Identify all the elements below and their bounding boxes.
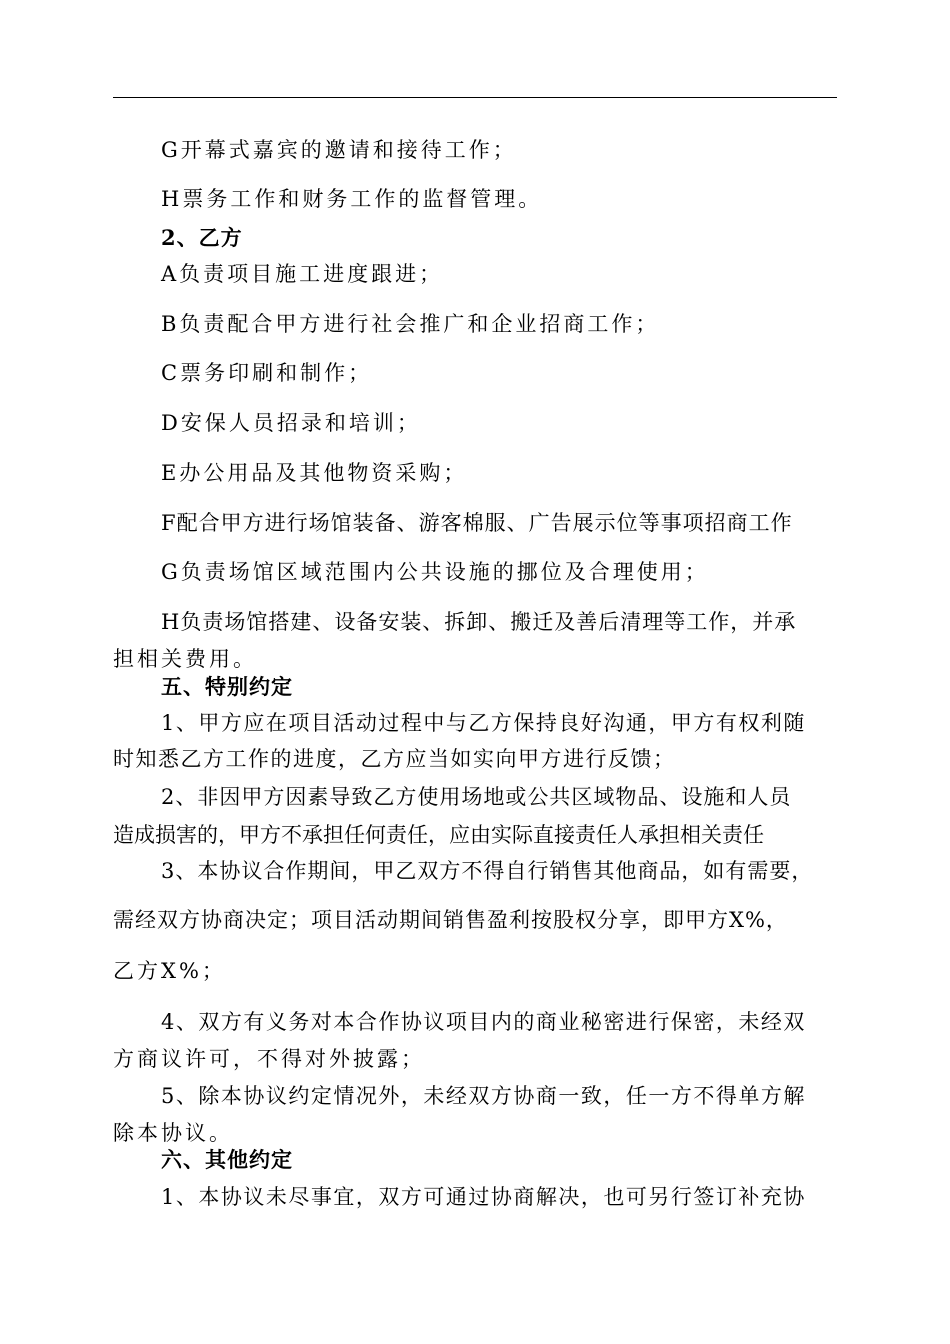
text-line: G负责场馆区域范围内公共设施的挪位及合理使用； [161,560,709,584]
text-line: 方商议许可，不得对外披露； [113,1047,425,1071]
text-line: 乙方X%； [113,959,226,983]
text-line: 3、本协议合作期间，甲乙双方不得自行销售其他商品，如有需要， [161,859,814,883]
text-line: 1、甲方应在项目活动过程中与乙方保持良好沟通，甲方有权利随 [161,711,806,735]
section-heading: 六、其他约定 [161,1147,293,1172]
text-line: H票务工作和财务工作的监督管理。 [161,187,543,211]
text-line: 2、非因甲方因素导致乙方使用场地或公共区域物品、设施和人员 [161,785,792,809]
text-line: 除本协议。 [113,1121,233,1145]
header-rule [113,97,837,98]
text-line: 造成损害的，甲方不承担任何责任，应由实际直接责任人承担相关责任 [113,823,764,847]
text-line: D安保人员招录和培训； [161,411,421,435]
text-line: 4、双方有义务对本合作协议项目内的商业秘密进行保密，未经双 [161,1010,806,1034]
text-line: A负责项目施工进度跟进； [161,262,444,286]
text-line: 担相关费用。 [113,647,257,671]
text-line: F配合甲方进行场馆装备、游客棉服、广告展示位等事项招商工作 [161,511,793,535]
text-line: B负责配合甲方进行社会推广和企业招商工作； [161,312,660,336]
text-line: E办公用品及其他物资采购； [161,461,468,485]
text-line: G开幕式嘉宾的邀请和接待工作； [161,138,517,162]
text-line: C票务印刷和制作； [161,361,373,385]
text-line: 1、本协议未尽事宜，双方可通过协商解决，也可另行签订补充协 [161,1185,806,1209]
text-line: 时知悉乙方工作的进度，乙方应当如实向甲方进行反馈； [113,747,676,771]
section-heading: 2、乙方 [161,225,243,250]
text-line: 需经双方协商决定；项目活动期间销售盈利按股权分享，即甲方X%， [113,908,788,932]
text-line: 5、除本协议约定情况外，未经双方协商一致，任一方不得单方解 [161,1084,806,1108]
text-line: H负责场馆搭建、设备安装、拆卸、搬迁及善后清理等工作，并承 [161,610,797,634]
section-heading: 五、特别约定 [161,674,293,699]
